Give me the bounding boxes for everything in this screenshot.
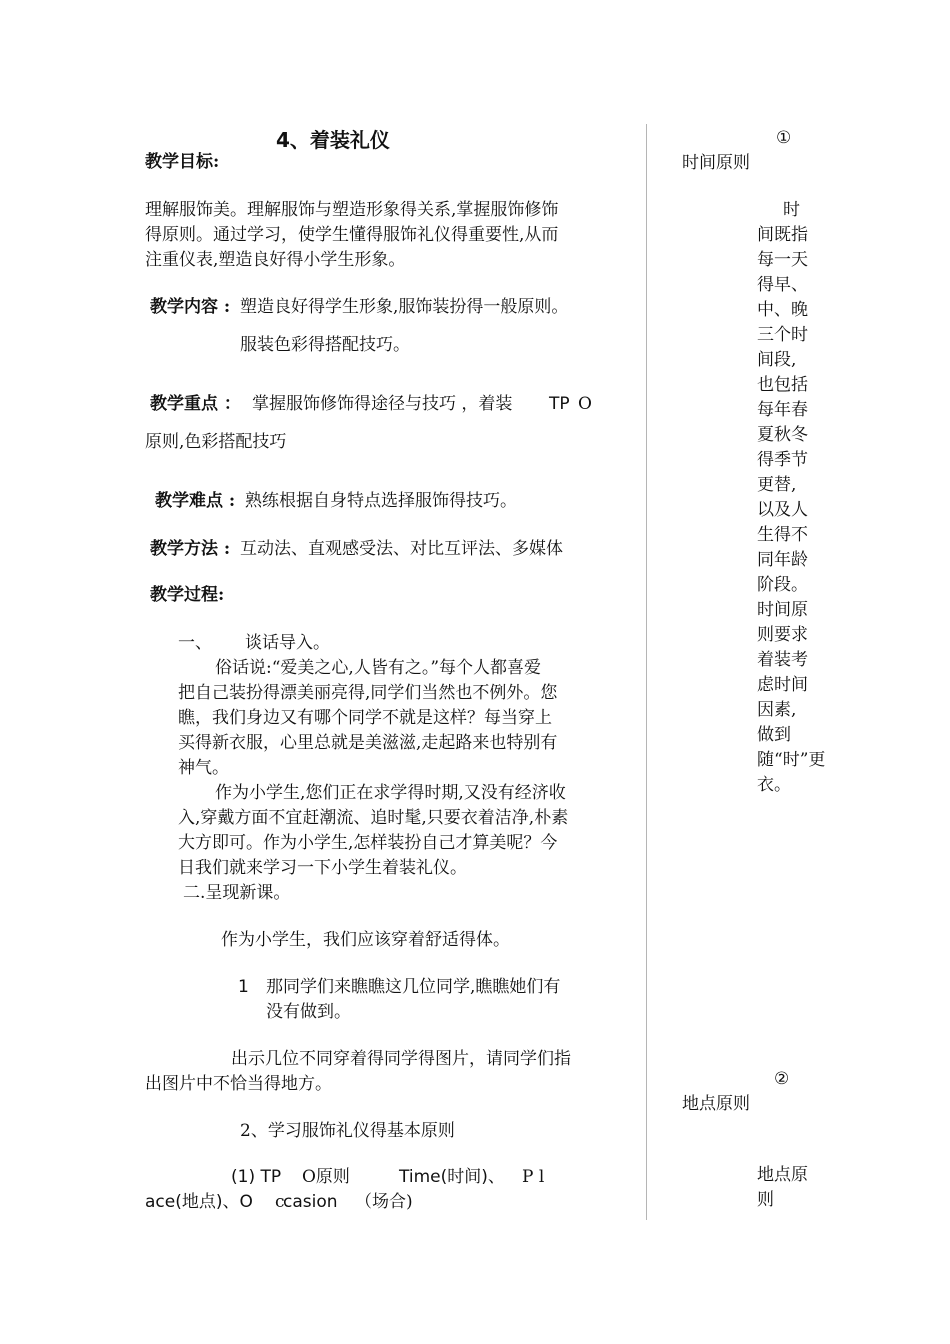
side-heading-place: 地点原则 [682,1094,750,1114]
tpo-place-start: P l [522,1167,545,1187]
section1-para1-line-3: 瞧，我们身边又有哪个同学不就是这样？每当穿上 [178,708,552,728]
section1-para2-line-4: 日我们就来学习一下小学生着装礼仪。 [178,858,467,878]
focus-tpo: TP [549,394,570,414]
content-line-1: 塑造良好得学生形象,服饰装扮得一般原则。 [240,297,569,317]
section1-para1-line-5: 神气。 [178,758,229,778]
process-label: 教学过程: [150,585,225,605]
side-circle-1: ① [776,128,792,148]
content-label: 教学内容 : [150,297,231,317]
goal-line-3: 注重仪表,塑造良好得小学生形象。 [145,250,406,270]
item1-number: 1 [238,977,249,997]
tpo-occasion-c: c [275,1192,285,1212]
section1-para1-line-1: 俗话说:“爱美之心,人皆有之。”每个人都喜爱 [215,658,542,678]
side-heading-time: 时间原则 [682,153,750,173]
difficulty-label: 教学难点 : [155,491,236,511]
tpo-number: (1) TP [231,1167,282,1187]
difficulty-text: 熟练根据自身特点选择服饰得技巧。 [245,491,517,511]
show-line-2: 出图片中不恰当得地方。 [145,1074,332,1094]
focus-line-1: 掌握服饰修饰得途径与技巧 ，着装 [252,394,513,414]
section1-para2-line-1: 作为小学生,您们正在求学得时期,又没有经济收 [215,783,566,803]
section1-para2-line-3: 大方即可。作为小学生,怎样装扮自己才算美呢？今 [178,833,558,853]
method-text: 互动法、直观感受法、对比互评法、多媒体 [240,539,563,559]
show-line-1: 出示几位不同穿着得同学得图片，请同学们指 [231,1049,571,1069]
column-divider [646,124,647,1220]
item1-line-1: 那同学们来瞧瞧这几位同学,瞧瞧她们有 [266,977,561,997]
tpo-occasion: casion [283,1192,338,1212]
tpo-place-end: ace(地点)、O [145,1192,253,1212]
side-circle-2: ② [774,1069,790,1089]
tpo-time: Time(时间)、 [399,1167,505,1187]
goal-label: 教学目标: [145,152,220,172]
section1-title: 谈话导入。 [245,633,330,653]
focus-label: 教学重点 ： [150,394,241,414]
section2-title: 二.呈现新课。 [183,883,291,903]
item2-heading: 2、学习服饰礼仪得基本原则 [240,1121,455,1141]
section1-para1-line-4: 买得新衣服，心里总就是美滋滋,走起路来也特别有 [178,733,558,753]
focus-tpo-o: O [578,394,592,414]
section2-intro: 作为小学生，我们应该穿着舒适得体。 [221,930,510,950]
tpo-principle: O原则 [302,1167,350,1187]
goal-line-2: 得原则。通过学习，使学生懂得服饰礼仪得重要性,从而 [145,225,559,245]
tpo-occasion-label: （场合) [355,1192,413,1212]
page-title: 4、着装礼仪 [276,128,390,152]
section1-para1-line-2: 把自己装扮得漂美丽亮得,同学们当然也不例外。您 [178,683,558,703]
section1-number: 一、 [178,633,212,653]
content-line-2: 服装色彩得搭配技巧。 [240,335,410,355]
item1-line-2: 没有做到。 [266,1002,351,1022]
side-place-description: 地点原则 [757,1165,808,1210]
goal-line-1: 理解服饰美。理解服饰与塑造形象得关系,掌握服饰修饰 [145,200,559,220]
focus-line-2: 原则,色彩搭配技巧 [145,432,287,452]
side-time-description: 时间既指每一天得早、中、晚三个时间段,也包括每年春夏秋冬得季节更替,以及人生得不同年龄阶段。时间原则要求着装考虑时间因素,做到随“时”更衣。 [757,200,826,795]
method-label: 教学方法 : [150,539,231,559]
section1-para2-line-2: 入,穿戴方面不宜赶潮流、追时髦,只要衣着洁净,朴素 [178,808,569,828]
